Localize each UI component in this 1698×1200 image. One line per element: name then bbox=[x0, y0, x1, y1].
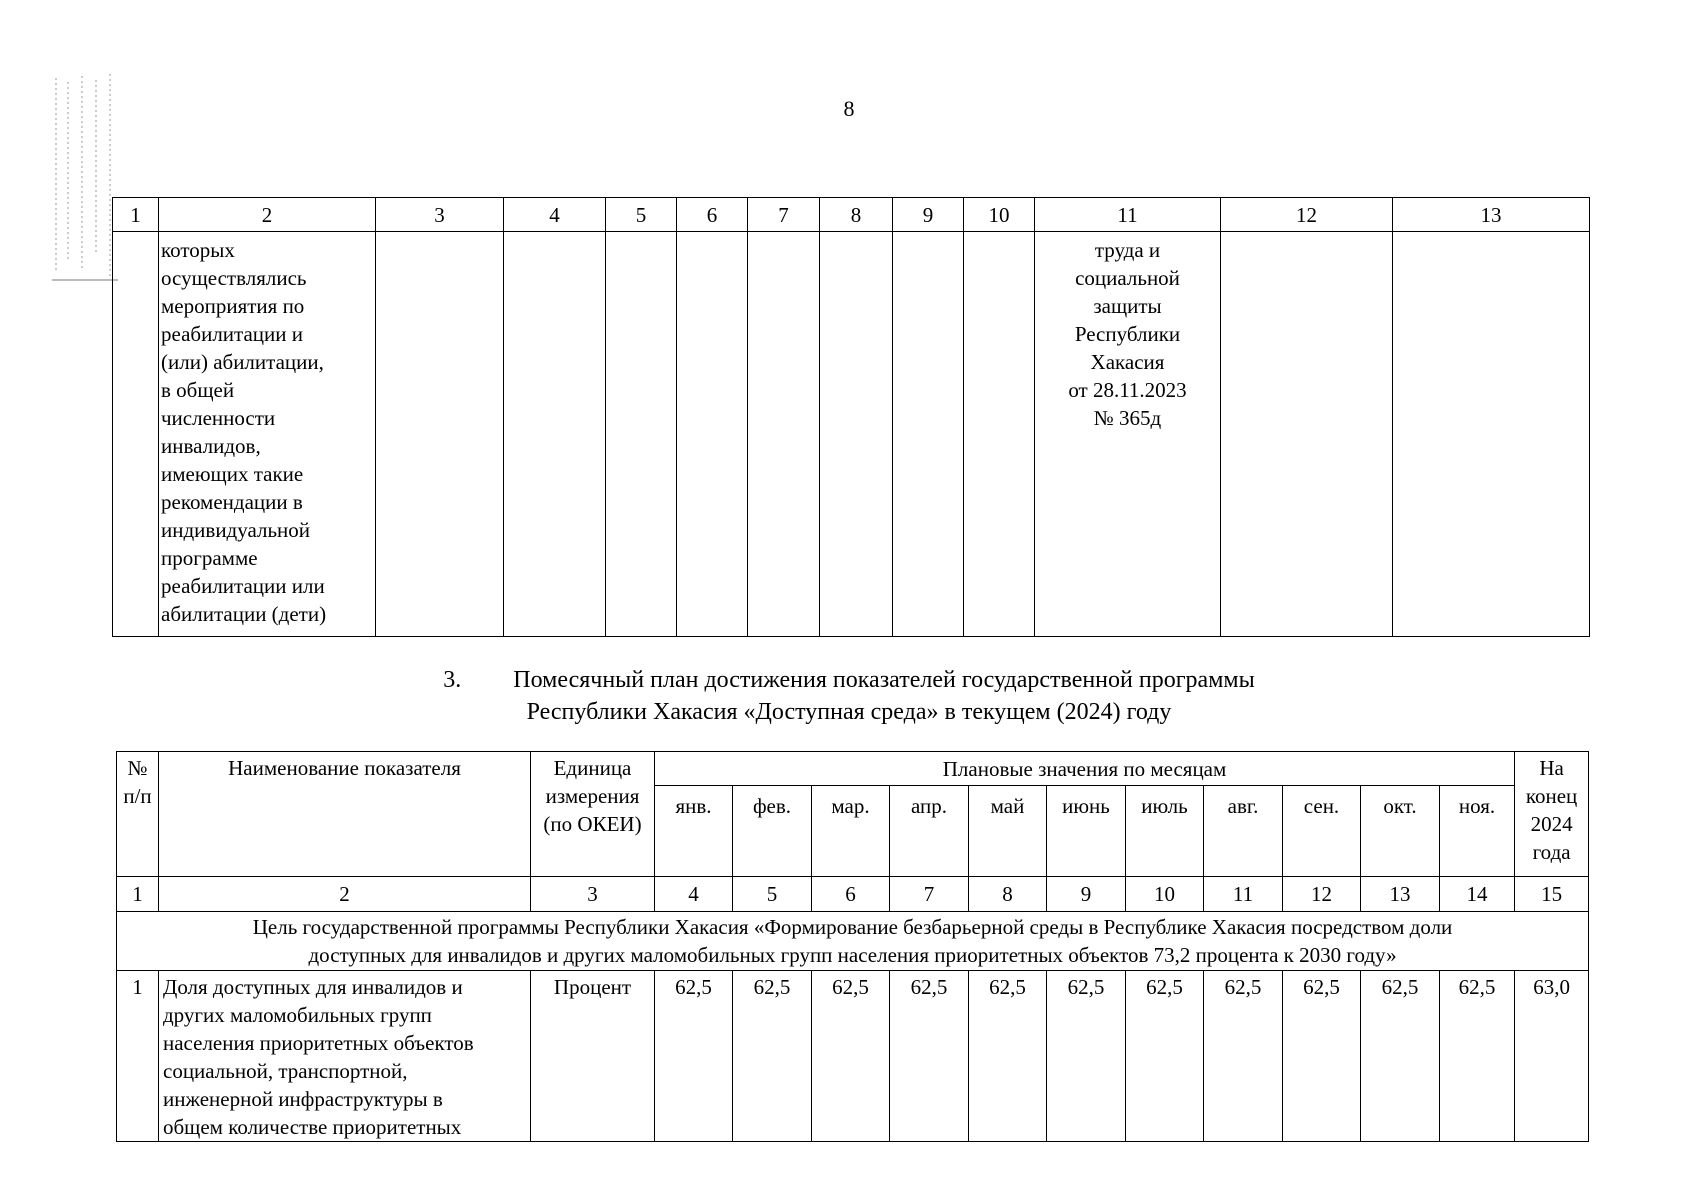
month-header: май bbox=[969, 786, 1047, 877]
month-header: авг. bbox=[1204, 786, 1283, 877]
text-line: защиты bbox=[1093, 294, 1162, 318]
month-value-cell: 62,5 bbox=[1204, 971, 1283, 1142]
text-line: Доля доступных для инвалидов и bbox=[163, 975, 463, 999]
header-num bbox=[117, 752, 159, 877]
month-value-cell: 62,5 bbox=[1283, 971, 1361, 1142]
column-number: 9 bbox=[1047, 877, 1126, 912]
year-end-value-cell: 63,0 bbox=[1515, 971, 1589, 1142]
month-header: окт. bbox=[1361, 786, 1440, 877]
column-number: 9 bbox=[893, 198, 964, 232]
text-line: общем количестве приоритетных bbox=[163, 1115, 462, 1139]
continuation-table bbox=[112, 197, 1590, 637]
column-number: 3 bbox=[531, 877, 655, 912]
basis-document-cell bbox=[1035, 232, 1221, 637]
column-number: 10 bbox=[1126, 877, 1204, 912]
month-value-cell: 62,5 bbox=[969, 971, 1047, 1142]
text-line: осуществлялись bbox=[161, 266, 307, 290]
empty-cell bbox=[1221, 232, 1393, 637]
month-value-cell: 62,5 bbox=[1126, 971, 1204, 1142]
text-line: реабилитации и bbox=[161, 322, 303, 346]
text-line: других маломобильных групп bbox=[163, 1003, 432, 1027]
text-line: рекомендации в bbox=[161, 490, 303, 514]
column-number: 13 bbox=[1361, 877, 1440, 912]
empty-cell bbox=[376, 232, 504, 637]
text-line: инженерной инфраструктуры в bbox=[163, 1087, 443, 1111]
month-header: мар. bbox=[812, 786, 890, 877]
row-number-cell bbox=[113, 232, 159, 637]
empty-cell bbox=[893, 232, 964, 637]
column-number: 15 bbox=[1515, 877, 1589, 912]
program-goal-cell bbox=[117, 912, 1589, 971]
month-header: июнь bbox=[1047, 786, 1126, 877]
section-title-line: Помесячный план достижения показателей государственной программы bbox=[513, 667, 1255, 693]
month-header: июль bbox=[1126, 786, 1204, 877]
section-heading bbox=[0, 665, 1698, 696]
column-number: 10 bbox=[964, 198, 1035, 232]
column-number: 1 bbox=[113, 198, 159, 232]
column-number: 1 bbox=[117, 877, 159, 912]
header-planned-values: Плановые значения по месяцам bbox=[655, 752, 1515, 786]
text-line: имеющих такие bbox=[161, 462, 304, 486]
month-header: ноя. bbox=[1440, 786, 1515, 877]
header-text: 2024 bbox=[1530, 812, 1573, 836]
text-line: (или) абилитации, bbox=[161, 350, 324, 374]
unit-cell: Процент bbox=[531, 971, 655, 1142]
column-number: 11 bbox=[1204, 877, 1283, 912]
table-row bbox=[113, 232, 1590, 637]
header-year-end bbox=[1515, 752, 1589, 877]
empty-cell bbox=[820, 232, 893, 637]
text-line: абилитации (дети) bbox=[161, 602, 327, 626]
header-unit bbox=[531, 752, 655, 877]
header-text: На bbox=[1539, 756, 1564, 780]
column-number: 7 bbox=[748, 198, 820, 232]
text-line: от 28.11.2023 bbox=[1068, 378, 1187, 402]
column-number-row bbox=[117, 877, 1589, 912]
month-value-cell: 62,5 bbox=[1440, 971, 1515, 1142]
margin-stamp-mark bbox=[52, 72, 118, 282]
header-text: № bbox=[127, 756, 148, 780]
indicator-name-cell bbox=[159, 232, 376, 637]
header-row bbox=[117, 752, 1589, 786]
text-line: в общей bbox=[161, 378, 235, 402]
text-line: численности bbox=[161, 406, 276, 430]
text-line: труда и bbox=[1094, 238, 1161, 262]
empty-cell bbox=[964, 232, 1035, 637]
month-value-cell: 62,5 bbox=[812, 971, 890, 1142]
monthly-plan-table bbox=[116, 751, 1589, 1142]
header-indicator-name: Наименование показателя bbox=[159, 752, 531, 877]
text-line: реабилитации или bbox=[161, 574, 325, 598]
empty-cell bbox=[677, 232, 748, 637]
column-number: 2 bbox=[159, 198, 376, 232]
column-number: 2 bbox=[159, 877, 531, 912]
page-number: 8 bbox=[843, 96, 855, 121]
column-number: 12 bbox=[1221, 198, 1393, 232]
column-number: 8 bbox=[969, 877, 1047, 912]
text-line: социальной, транспортной, bbox=[163, 1059, 408, 1083]
header-text: п/п bbox=[123, 784, 152, 808]
empty-cell bbox=[748, 232, 820, 637]
month-header: янв. bbox=[655, 786, 733, 877]
text-line: индивидуальной bbox=[161, 518, 310, 542]
section-number: 3. bbox=[443, 667, 462, 693]
column-number: 6 bbox=[812, 877, 890, 912]
column-number: 4 bbox=[655, 877, 733, 912]
column-number-row bbox=[113, 198, 1590, 232]
row-number-cell: 1 bbox=[117, 971, 159, 1142]
text-line: программе bbox=[161, 546, 258, 570]
column-number: 14 bbox=[1440, 877, 1515, 912]
column-number: 3 bbox=[376, 198, 504, 232]
column-number: 7 bbox=[890, 877, 969, 912]
header-text: измерения bbox=[545, 784, 640, 808]
month-value-cell: 62,5 bbox=[655, 971, 733, 1142]
month-header: сен. bbox=[1283, 786, 1361, 877]
text-line: мероприятия по bbox=[161, 294, 305, 318]
text-line: населения приоритетных объектов bbox=[163, 1031, 474, 1055]
text-line: Цель государственной программы Республики Хакасия «Формирование безбарьерной среды в Республике Хакасия посредством доли bbox=[252, 915, 1453, 939]
column-number: 8 bbox=[820, 198, 893, 232]
section-heading-line2: Республики Хакасия «Доступная среда» в текущем (2024) году bbox=[526, 699, 1172, 725]
month-header: фев. bbox=[733, 786, 812, 877]
header-text: Единица bbox=[553, 756, 632, 780]
column-number: 4 bbox=[504, 198, 606, 232]
column-number: 12 bbox=[1283, 877, 1361, 912]
indicator-name-cell bbox=[159, 971, 531, 1142]
goal-row bbox=[117, 912, 1589, 971]
text-line: которых bbox=[161, 238, 235, 262]
text-line: Хакасия bbox=[1090, 350, 1165, 374]
month-value-cell: 62,5 bbox=[1361, 971, 1440, 1142]
header-text: (по ОКЕИ) bbox=[543, 812, 642, 836]
empty-cell bbox=[606, 232, 677, 637]
month-value-cell: 62,5 bbox=[733, 971, 812, 1142]
column-number: 6 bbox=[677, 198, 748, 232]
text-line: инвалидов, bbox=[161, 434, 261, 458]
header-text: конец bbox=[1525, 784, 1578, 808]
column-number: 13 bbox=[1393, 198, 1590, 232]
text-line: социальной bbox=[1075, 266, 1180, 290]
text-line: № 365д bbox=[1093, 406, 1162, 430]
month-header: апр. bbox=[890, 786, 969, 877]
text-line: Республики bbox=[1074, 322, 1181, 346]
table-row bbox=[117, 971, 1589, 1142]
column-number: 11 bbox=[1035, 198, 1221, 232]
month-value-cell: 62,5 bbox=[890, 971, 969, 1142]
month-value-cell: 62,5 bbox=[1047, 971, 1126, 1142]
empty-cell bbox=[1393, 232, 1590, 637]
column-number: 5 bbox=[606, 198, 677, 232]
text-line: доступных для инвалидов и других маломобильных групп населения приоритетных объектов 73,2 процента к 2030 году» bbox=[308, 943, 1397, 967]
column-number: 5 bbox=[733, 877, 812, 912]
header-text: года bbox=[1532, 840, 1571, 864]
empty-cell bbox=[504, 232, 606, 637]
